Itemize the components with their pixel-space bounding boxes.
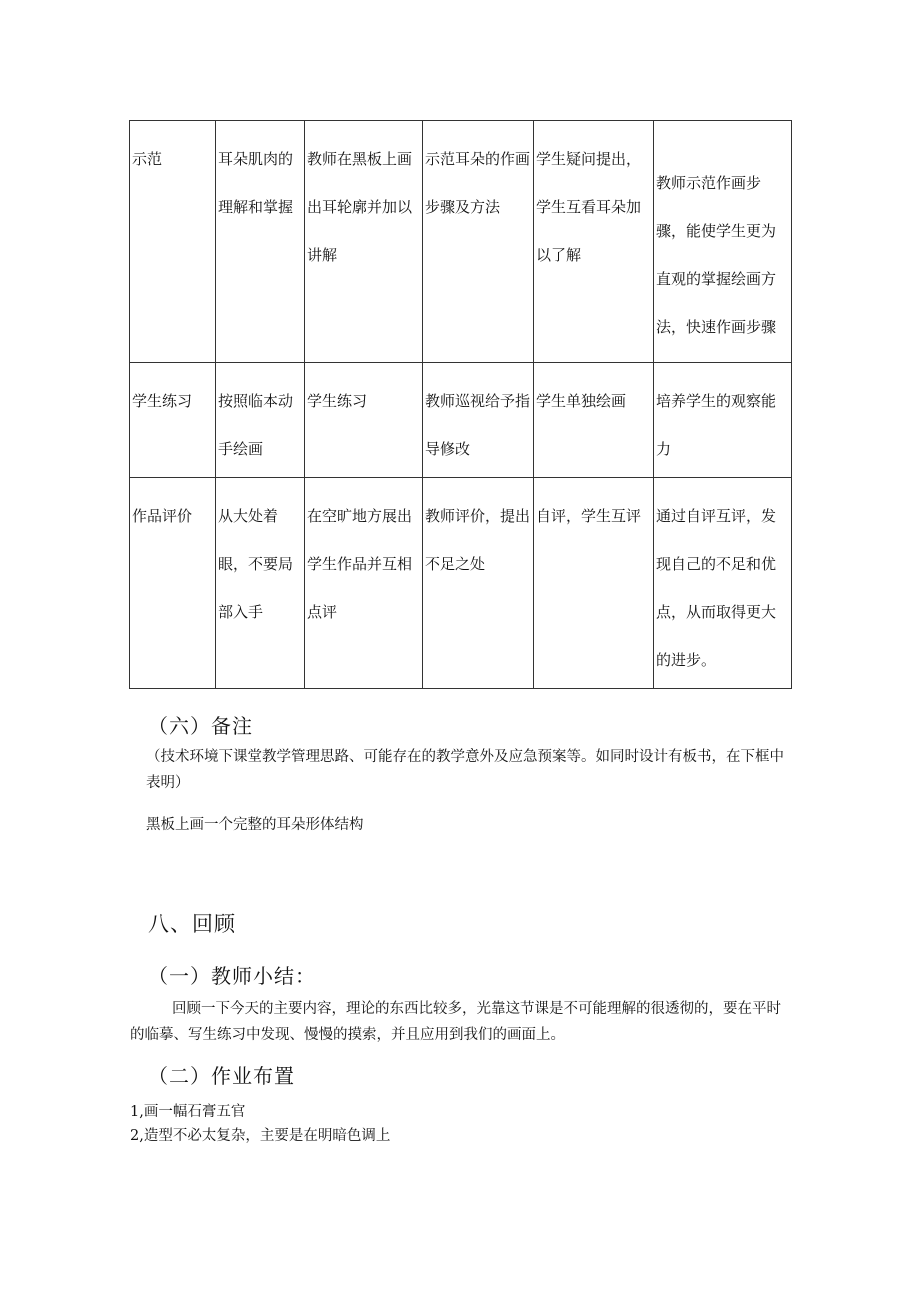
cell-text: 教师示范作画步骤，能使学生更为直观的掌握绘画方法，快速作画步骤	[656, 174, 777, 336]
homework-item: 2,造型不必太复杂，主要是在明暗色调上	[130, 1128, 391, 1144]
cell-text: 从大处着眼，不要局部入手	[218, 507, 294, 621]
cell-text: 学生练习	[307, 392, 368, 410]
cell-text: 作品评价	[132, 507, 193, 525]
table-row-demonstration	[130, 121, 792, 363]
table-cell	[130, 478, 216, 689]
homework-heading: （二）作业布置	[148, 1064, 295, 1088]
table-cell	[423, 121, 534, 363]
cell-text: 示范	[132, 150, 163, 168]
table-cell	[534, 121, 654, 363]
cell-text: 学生疑问提出，学生互看耳朵加以了解	[536, 150, 642, 264]
lesson-table	[129, 120, 792, 689]
homework-item: 1,画一幅石膏五官	[130, 1104, 246, 1120]
cell-text: 通过自评互评，发现自己的不足和优点，从而取得更大的进步。	[656, 507, 777, 669]
cell-text: 学生练习	[132, 392, 193, 410]
table-cell	[305, 363, 423, 478]
cell-text: 教师在黑板上画出耳轮廓并加以讲解	[307, 150, 413, 264]
table-cell	[534, 478, 654, 689]
table-row-evaluation	[130, 478, 792, 689]
table-cell	[654, 121, 792, 363]
cell-text: 教师巡视给予指导修改	[425, 392, 531, 458]
cell-text: 示范耳朵的作画步骤及方法	[425, 150, 531, 216]
notes-content: 黑板上画一个完整的耳朵形体结构	[146, 817, 364, 833]
table-cell	[305, 121, 423, 363]
cell-text: 培养学生的观察能力	[656, 392, 777, 458]
table-cell	[130, 121, 216, 363]
table-cell	[534, 363, 654, 478]
cell-text: 教师评价，提出不足之处	[425, 507, 531, 573]
review-heading: 八、回顾	[148, 912, 236, 936]
summary-text: 回顾一下今天的主要内容，理论的东西比较多，光靠这节课是不可能理解的很透彻的，要在平时的临摹、写生练习中发现、慢慢的摸索，并且应用到我们的画面上。	[130, 1001, 781, 1043]
table-cell	[216, 478, 305, 689]
table-cell	[654, 478, 792, 689]
notes-heading: （六）备注	[148, 714, 253, 738]
cell-text: 耳朵肌肉的理解和掌握	[218, 150, 294, 216]
summary-heading: （一）教师小结：	[148, 964, 316, 988]
table-row-practice	[130, 363, 792, 478]
cell-text: 自评，学生互评	[536, 507, 642, 525]
table-cell	[654, 363, 792, 478]
cell-text: 学生单独绘画	[536, 392, 627, 410]
cell-text: 按照临本动手绘画	[218, 392, 294, 458]
table-cell	[130, 363, 216, 478]
table-cell	[216, 363, 305, 478]
notes-instruction: （技术环境下课堂教学管理思路、可能存在的教学意外及应急预案等。如同时设计有板书，在下框中表明）	[146, 749, 784, 791]
table-cell	[423, 363, 534, 478]
table-cell	[423, 478, 534, 689]
table-cell	[305, 478, 423, 689]
cell-text: 在空旷地方展出学生作品并互相点评	[307, 507, 413, 621]
table-cell	[216, 121, 305, 363]
